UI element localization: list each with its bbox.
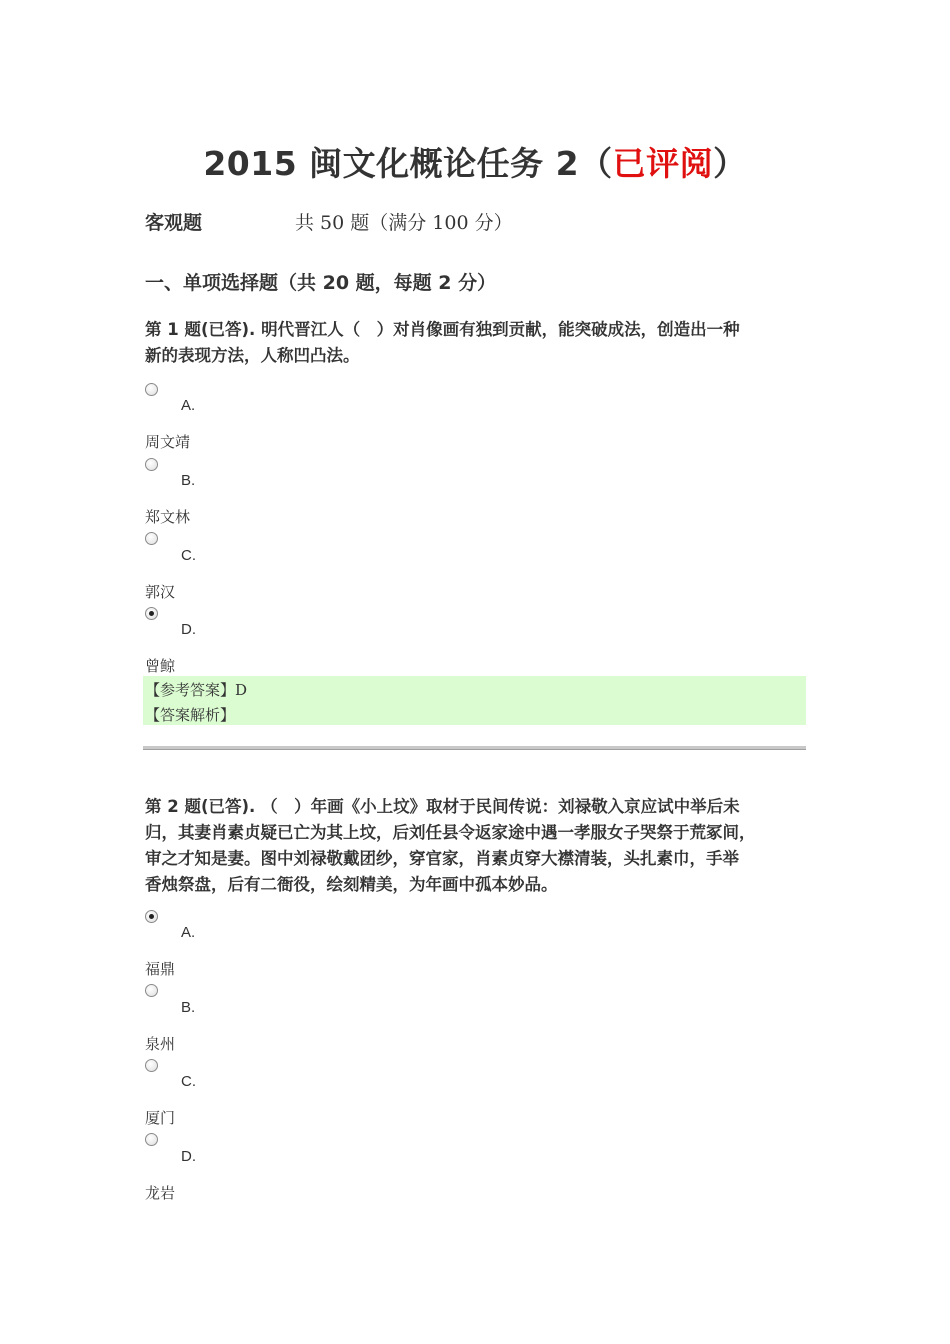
- option-letter: B.: [181, 472, 196, 489]
- question-2-line: 审之才知是妻。图中刘禄敬戴团纱，穿官家，肖素贞穿大襟清装，头扎素巾，手举: [145, 849, 739, 868]
- option-text: 郭汉: [145, 583, 176, 601]
- question-2-line: 第 2 题(已答). （ ）年画《小上坟》取材于民间传说：刘禄敬入京应试中举后未: [145, 797, 740, 816]
- page-title: [0, 138, 950, 185]
- answer-analysis: 【答案解析】: [145, 706, 236, 724]
- option-radio-1b[interactable]: [145, 458, 158, 471]
- option-letter: D.: [181, 621, 196, 638]
- option-text: 周文靖: [145, 433, 191, 451]
- option-radio-1a[interactable]: [145, 383, 158, 396]
- option-letter: B.: [181, 999, 196, 1016]
- option-letter: C.: [181, 547, 196, 564]
- title-main: 2015 闽文化概论任务 2（: [203, 144, 613, 183]
- question-type-row: [145, 208, 513, 235]
- answer-box: [143, 676, 806, 725]
- option-text: 泉州: [145, 1035, 176, 1053]
- option-radio-2b[interactable]: [145, 984, 158, 997]
- option-text: 龙岩: [145, 1184, 176, 1202]
- title-close: ）: [713, 144, 747, 183]
- question-2-line: 香烛祭盘，后有二衙役，绘刻精美，为年画中孤本妙品。: [145, 875, 558, 894]
- option-letter: A.: [181, 397, 196, 414]
- option-radio-2c[interactable]: [145, 1059, 158, 1072]
- question-1-line: 第 1 题(已答). 明代晋江人（ ）对肖像画有独到贡献，能突破成法，创造出一种: [145, 320, 740, 339]
- question-1-text: [145, 317, 810, 369]
- option-letter: C.: [181, 1073, 196, 1090]
- option-text: 福鼎: [145, 960, 176, 978]
- option-text: 厦门: [145, 1109, 176, 1127]
- reference-answer: 【参考答案】D: [145, 681, 248, 699]
- question-1-line: 新的表现方法，人称凹凸法。: [145, 346, 360, 365]
- section-heading: 一、单项选择题（共 20 题，每题 2 分）: [145, 272, 497, 294]
- question-2-line: 归，其妻肖素贞疑已亡为其上坟，后刘任县令返家途中遇一孝服女子哭祭于荒冢间，: [145, 823, 756, 842]
- question-count: 共 50 题（满分 100 分）: [295, 212, 513, 234]
- question-type-label: 客观题: [145, 212, 203, 234]
- option-letter: A.: [181, 924, 196, 941]
- option-radio-2a-selected[interactable]: [145, 910, 158, 923]
- question-2-text: [145, 794, 810, 898]
- review-status: 已评阅: [612, 144, 714, 183]
- option-letter: D.: [181, 1148, 196, 1165]
- option-text: 曾鲸: [145, 657, 176, 675]
- option-radio-1c[interactable]: [145, 532, 158, 545]
- option-radio-2d[interactable]: [145, 1133, 158, 1146]
- option-radio-1d-selected[interactable]: [145, 607, 158, 620]
- option-text: 郑文林: [145, 508, 191, 526]
- question-divider: [143, 746, 806, 750]
